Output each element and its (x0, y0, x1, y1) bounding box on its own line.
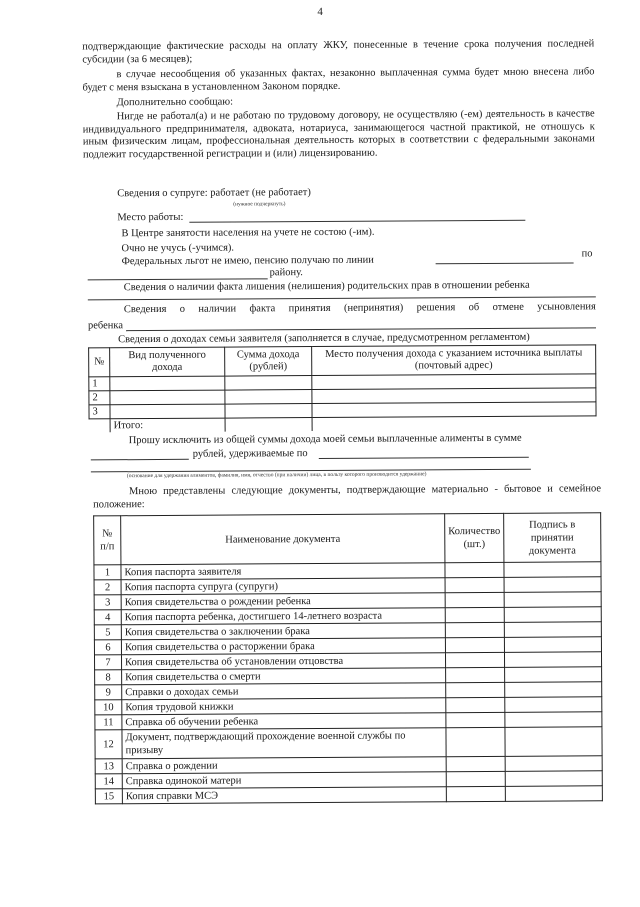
doc-header-number: № п/п (94, 516, 121, 565)
alimony-basis-field[interactable] (319, 457, 529, 459)
intro-paragraph-3: Дополнительно сообщаю: (116, 96, 234, 109)
district-text: району. (269, 267, 303, 279)
document-signature-cell[interactable] (504, 607, 601, 623)
income-amount-cell[interactable] (225, 376, 312, 391)
documents-intro: Мною представлены следующие документы, подтверждающие материально - бытовое и семейное положение: (93, 483, 602, 510)
intro-paragraph-4: Нигде не работал(а) и не работаю по трудовому договору, не осуществляю (-ем) деятельность в качестве индивидуального предпринимателя, адвоката, нотариуса, занимающегося частной практикой, не отношусь к иным физическим лицам, профессиональная деятельность которых в соответствии с федеральными законами подлежит государственной регистрации и (или) лицензированию. (82, 108, 595, 160)
document-name: Копия свидетельства о заключении брака (121, 623, 445, 640)
documents-table (93, 512, 603, 804)
document-count-cell[interactable] (446, 712, 505, 727)
document-count-cell[interactable] (446, 786, 505, 801)
income-amount-cell[interactable] (225, 390, 312, 405)
workplace-field[interactable] (189, 220, 525, 223)
document-row-number: 4 (94, 610, 121, 625)
alimony-rubles-text: рублей, удерживаемые по (192, 448, 308, 460)
intro-paragraph-1: подтверждающие фактические расходы на оплату ЖКУ, понесенные в течение срока получения последней субсидии (за 6 месяцев); (82, 38, 595, 65)
document-row-number: 15 (95, 789, 122, 804)
document-signature-cell[interactable] (505, 667, 602, 683)
document-row-number: 5 (94, 625, 121, 640)
document-count-cell[interactable] (445, 622, 504, 637)
district-field[interactable] (88, 278, 268, 280)
document-signature-cell[interactable] (505, 771, 602, 787)
document-signature-cell[interactable] (504, 622, 601, 638)
document-name: Копия свидетельства о расторжении брака (121, 638, 445, 655)
income-type-cell[interactable] (110, 404, 225, 419)
adoption-text: Сведения о наличии факта принятия (непринятия) решения об отмене усыновления (123, 301, 596, 316)
adoption-field[interactable] (126, 327, 596, 331)
document-name: Копия паспорта заявителя (121, 563, 445, 580)
document-name: Копия свидетельства о смерти (122, 668, 446, 685)
income-header-type: Вид полученного дохода (110, 347, 225, 377)
document-name: Копия трудовой книжки (122, 698, 446, 715)
parental-rights-text: Сведения о наличии факта лишения (нелишения) родительских прав в отношении ребенка (123, 279, 530, 294)
workplace-label: Место работы: (117, 211, 184, 224)
document-count-cell[interactable] (446, 771, 505, 786)
document-signature-cell[interactable] (504, 637, 601, 653)
income-header-amount: Сумма дохода (рублей) (225, 347, 312, 377)
doc-header-name: Наименование документа (121, 514, 445, 565)
document-name: Копия свидетельства о рождении ребенка (121, 593, 445, 610)
income-row-number: 2 (89, 391, 110, 405)
underline-hint: (нужное подчеркнуть) (233, 201, 286, 208)
document-row-number: 14 (95, 774, 122, 789)
intro-paragraph-2: в случае несообщения об указанных фактах, незаконно выплаченная сумма будет мною внесена либо будет с меня взыскана в установленном Законом порядке. (82, 66, 595, 93)
document-name: Справка о рождении (122, 757, 446, 774)
po-text: по (581, 248, 593, 260)
alimony-hint: (основание для удержания алиментов, фамилия, имя, отчество (при наличии) лица, в пользу которого производится удержание) (126, 471, 427, 480)
document-row-number: 8 (95, 670, 122, 685)
document-signature-cell[interactable] (504, 652, 601, 668)
document-signature-cell[interactable] (505, 756, 602, 772)
document-row (95, 786, 602, 804)
income-row-number: 1 (89, 377, 110, 391)
income-header-place: Место получения дохода с указанием источника выплаты (почтовый адрес) (312, 345, 596, 376)
study-text: Очно не учусь (-учимся). (121, 242, 235, 255)
document-row-number: 11 (95, 715, 122, 730)
document-count-cell[interactable] (445, 637, 504, 652)
document-name: Справка об обучении ребенка (122, 713, 446, 730)
income-total-row (89, 416, 596, 433)
income-amount-cell[interactable] (225, 404, 312, 419)
document-name: Справки о доходах семьи (122, 683, 446, 700)
income-type-cell[interactable] (110, 390, 225, 405)
document-count-cell[interactable] (446, 697, 505, 712)
document-name: Справка одинокой матери (122, 772, 446, 789)
document-count-cell[interactable] (446, 682, 505, 697)
alimony-amount-field[interactable] (91, 459, 189, 461)
income-header-number: № (89, 348, 110, 377)
income-total-amount[interactable] (225, 418, 312, 432)
document-signature-cell[interactable] (504, 577, 601, 593)
document-signature-cell[interactable] (504, 592, 601, 608)
document-row-number: 12 (95, 730, 122, 759)
income-table (88, 344, 597, 432)
income-total-label: Итого: (110, 418, 225, 432)
document-signature-cell[interactable] (505, 697, 602, 713)
document-count-cell[interactable] (445, 607, 504, 622)
document-count-cell[interactable] (445, 652, 504, 667)
document-row (95, 727, 602, 759)
document-name: Копия паспорта супруга (супруги) (121, 578, 445, 595)
alimony-text: Прошу исключить из общей суммы дохода моей семьи выплаченные алименты в сумме (128, 432, 522, 447)
document-row-number: 10 (95, 700, 122, 715)
pension-source-field[interactable] (436, 262, 574, 264)
income-type-cell[interactable] (110, 376, 225, 391)
benefits-text: Федеральных льгот не имею, пенсию получаю по линии (121, 254, 374, 268)
document-signature-cell[interactable] (505, 786, 602, 802)
document-count-cell[interactable] (445, 562, 504, 577)
document-signature-cell[interactable] (504, 562, 601, 578)
page-number: 4 (317, 5, 323, 19)
document-count-cell[interactable] (446, 727, 505, 756)
document-row-number: 6 (94, 640, 121, 655)
document-row-number: 13 (95, 759, 122, 774)
parental-rights-field[interactable] (88, 296, 596, 300)
document-name: Документ, подтверждающий прохождение военной службы по призыву (122, 728, 446, 759)
document-count-cell[interactable] (446, 667, 505, 682)
adoption-child-label: ребенка (87, 320, 124, 332)
document-signature-cell[interactable] (505, 682, 602, 698)
document-count-cell[interactable] (445, 592, 504, 607)
spouse-info-label: Сведения о супруге: работает (не работает) (117, 187, 311, 200)
document-name: Копия паспорта ребенка, достигшего 14-летнего возраста (121, 608, 445, 625)
doc-header-count: Количество (шт.) (445, 513, 504, 562)
document-row-number: 3 (94, 595, 121, 610)
document-row-number: 9 (95, 685, 122, 700)
document-row-number: 1 (94, 565, 121, 580)
document-row-number: 7 (94, 655, 121, 670)
income-table-title: Сведения о доходах семьи заявителя (заполняется в случае, предусмотренном регламентом) (118, 331, 530, 346)
document-row-number: 2 (94, 580, 121, 595)
document-name: Копия справки МСЭ (122, 787, 446, 804)
document-name: Копия свидетельства об установлении отцовства (121, 653, 445, 670)
document-signature-cell[interactable] (505, 727, 602, 757)
document-count-cell[interactable] (445, 577, 504, 592)
employment-center-text: В Центре занятости населения на учете не состою (-им). (121, 226, 375, 240)
document-count-cell[interactable] (446, 756, 505, 771)
income-row-number: 3 (89, 405, 110, 419)
doc-header-signature: Подпись в принятии документа (504, 513, 601, 563)
document-signature-cell[interactable] (505, 712, 602, 728)
